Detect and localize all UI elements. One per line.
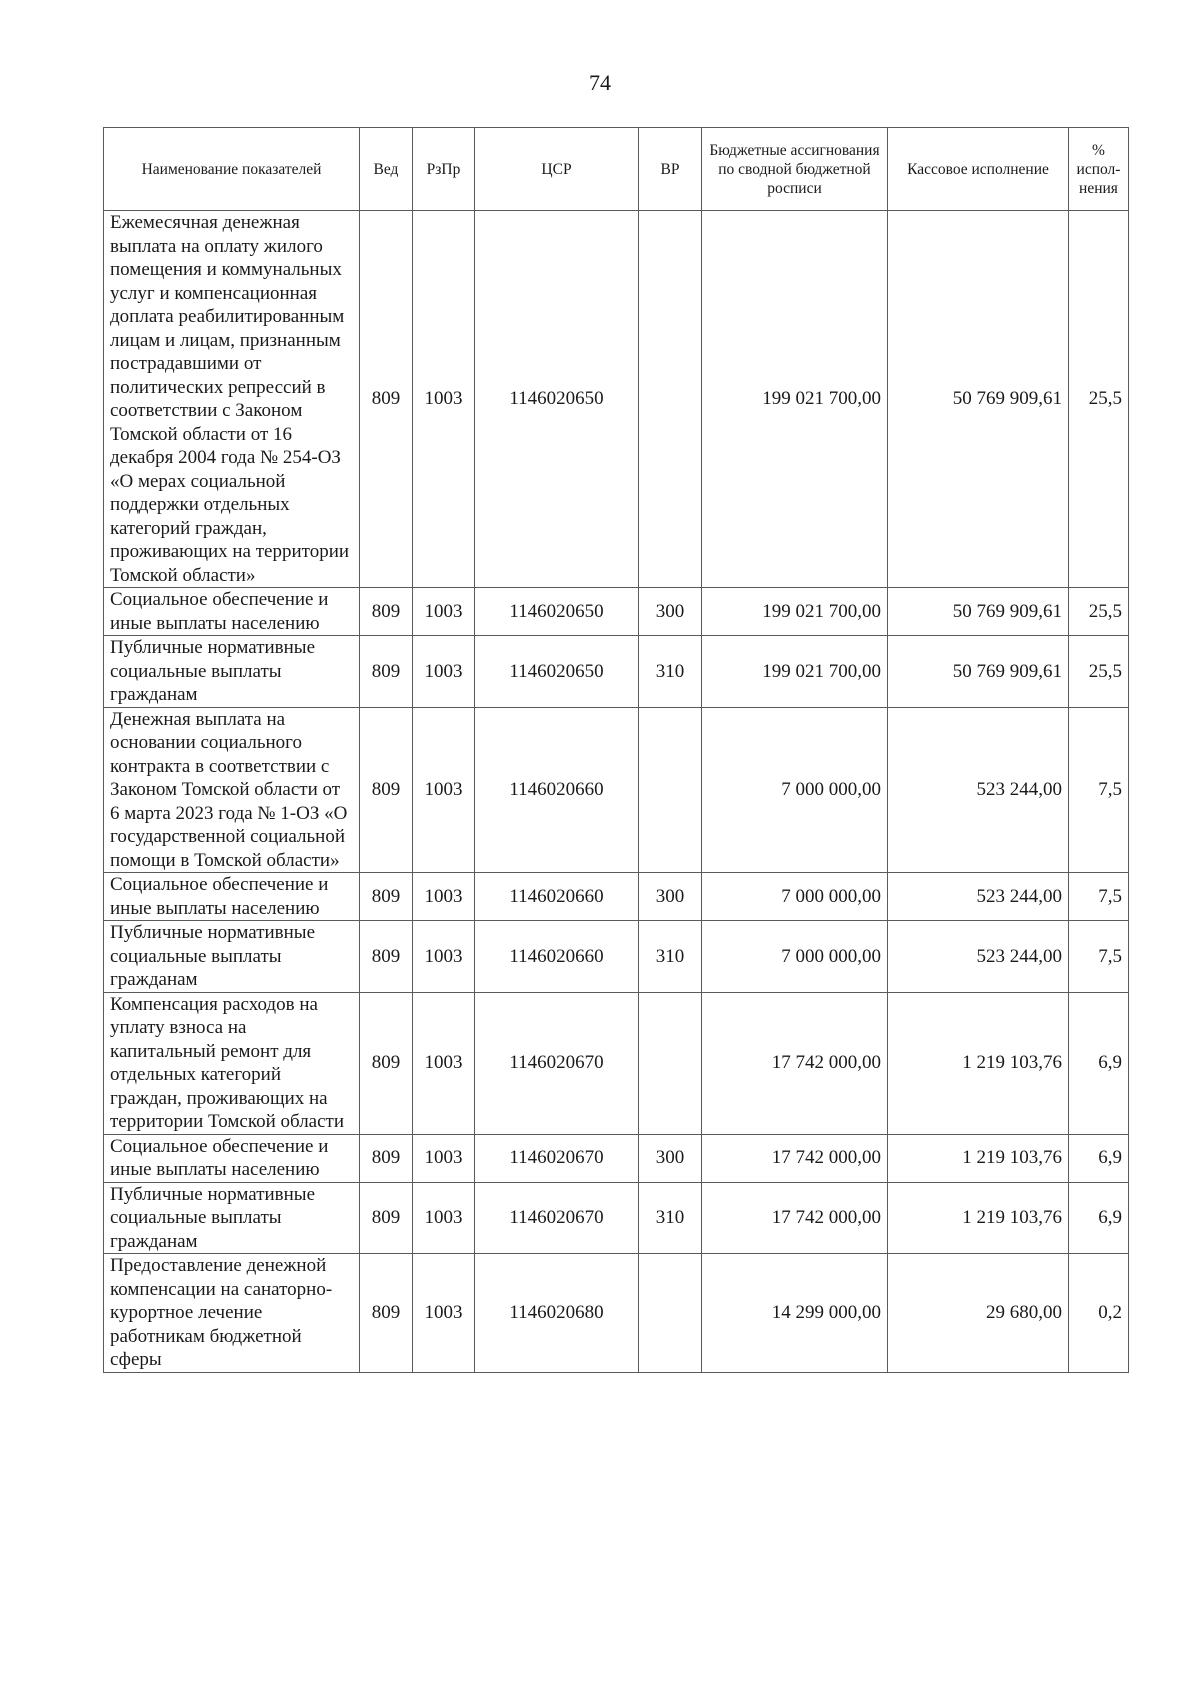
row-cash: 523 244,00 [888,707,1069,873]
row-name: Социальное обеспечение и иные выплаты населению [104,873,360,921]
row-percent: 25,5 [1069,636,1129,708]
row-rzpr: 1003 [413,1134,475,1182]
table-row [104,211,1129,588]
budget-execution-table [103,127,1129,1373]
row-rzpr: 1003 [413,707,475,873]
row-percent: 7,5 [1069,707,1129,873]
row-percent: 0,2 [1069,1254,1129,1373]
row-vr: 300 [639,588,702,636]
row-cash: 523 244,00 [888,873,1069,921]
row-csr: 1146020670 [475,1134,639,1182]
table-row [104,1254,1129,1373]
row-ved: 809 [360,707,413,873]
row-rzpr: 1003 [413,873,475,921]
row-percent: 6,9 [1069,992,1129,1134]
row-csr: 1146020650 [475,636,639,708]
table-row [104,707,1129,873]
table-header-row [104,128,1129,211]
row-vr [639,211,702,588]
row-budget: 17 742 000,00 [702,1134,888,1182]
row-vr: 310 [639,1182,702,1254]
header-name: Наименование показателей [104,128,360,211]
row-csr: 1146020660 [475,707,639,873]
header-budget: Бюджетные ассигнования по сводной бюджетной росписи [702,128,888,211]
row-ved: 809 [360,992,413,1134]
row-ved: 809 [360,1182,413,1254]
table-row [104,1182,1129,1254]
row-csr: 1146020660 [475,921,639,993]
table-row [104,636,1129,708]
table-row [104,921,1129,993]
row-vr: 310 [639,921,702,993]
row-vr: 310 [639,636,702,708]
row-percent: 25,5 [1069,588,1129,636]
row-cash: 523 244,00 [888,921,1069,993]
row-cash: 1 219 103,76 [888,1182,1069,1254]
row-name: Предоставление денежной компенсации на санаторно-курортное лечение работникам бюджетной сферы [104,1254,360,1373]
table-row [104,873,1129,921]
row-ved: 809 [360,873,413,921]
row-cash: 50 769 909,61 [888,211,1069,588]
row-rzpr: 1003 [413,921,475,993]
row-rzpr: 1003 [413,588,475,636]
row-ved: 809 [360,588,413,636]
row-budget: 17 742 000,00 [702,992,888,1134]
row-ved: 809 [360,1134,413,1182]
row-name: Социальное обеспечение и иные выплаты населению [104,588,360,636]
row-name: Публичные нормативные социальные выплаты гражданам [104,636,360,708]
table-row [104,1134,1129,1182]
row-csr: 1146020650 [475,211,639,588]
row-csr: 1146020670 [475,992,639,1134]
row-budget: 199 021 700,00 [702,211,888,588]
row-csr: 1146020670 [475,1182,639,1254]
row-cash: 50 769 909,61 [888,588,1069,636]
row-ved: 809 [360,636,413,708]
row-cash: 1 219 103,76 [888,992,1069,1134]
row-percent: 7,5 [1069,873,1129,921]
row-percent: 25,5 [1069,211,1129,588]
row-rzpr: 1003 [413,636,475,708]
row-ved: 809 [360,921,413,993]
row-vr: 300 [639,1134,702,1182]
row-percent: 6,9 [1069,1182,1129,1254]
row-rzpr: 1003 [413,1182,475,1254]
row-budget: 17 742 000,00 [702,1182,888,1254]
row-percent: 7,5 [1069,921,1129,993]
header-ved: Вед [360,128,413,211]
row-percent: 6,9 [1069,1134,1129,1182]
header-csr: ЦСР [475,128,639,211]
row-csr: 1146020680 [475,1254,639,1373]
row-cash: 50 769 909,61 [888,636,1069,708]
page-number: 74 [589,70,611,95]
table-row [104,992,1129,1134]
header-rzpr: РзПр [413,128,475,211]
row-cash: 29 680,00 [888,1254,1069,1373]
row-vr [639,1254,702,1373]
header-cash: Кассовое исполнение [888,128,1069,211]
row-name: Социальное обеспечение и иные выплаты населению [104,1134,360,1182]
row-budget: 14 299 000,00 [702,1254,888,1373]
row-rzpr: 1003 [413,211,475,588]
row-rzpr: 1003 [413,992,475,1134]
row-ved: 809 [360,1254,413,1373]
row-csr: 1146020660 [475,873,639,921]
row-vr [639,707,702,873]
header-vr: ВР [639,128,702,211]
row-csr: 1146020650 [475,588,639,636]
row-name: Публичные нормативные социальные выплаты гражданам [104,921,360,993]
row-ved: 809 [360,211,413,588]
row-rzpr: 1003 [413,1254,475,1373]
row-budget: 7 000 000,00 [702,873,888,921]
row-budget: 7 000 000,00 [702,921,888,993]
row-budget: 7 000 000,00 [702,707,888,873]
row-name: Денежная выплата на основании социального контракта в соответствии с Законом Томской области от 6 марта 2023 года № 1-ОЗ «О государственной социальной помощи в Томской области» [104,707,360,873]
row-name: Публичные нормативные социальные выплаты гражданам [104,1182,360,1254]
table-row [104,588,1129,636]
header-percent: % испол-нения [1069,128,1129,211]
row-vr [639,992,702,1134]
row-budget: 199 021 700,00 [702,636,888,708]
row-name: Компенсация расходов на уплату взноса на капитальный ремонт для отдельных категорий граждан, проживающих на территории Томской области [104,992,360,1134]
row-name: Ежемесячная денежная выплата на оплату жилого помещения и коммунальных услуг и компенсационная доплата реабилитированным лицам и лицам, признанным пострадавшими от политических репрессий в соответствии с Законом Томской области от 16 декабря 2004 года № 254-ОЗ «О мерах социальной поддержки отдельных категорий граждан, проживающих на территории Томской области» [104,211,360,588]
row-vr: 300 [639,873,702,921]
row-cash: 1 219 103,76 [888,1134,1069,1182]
row-budget: 199 021 700,00 [702,588,888,636]
